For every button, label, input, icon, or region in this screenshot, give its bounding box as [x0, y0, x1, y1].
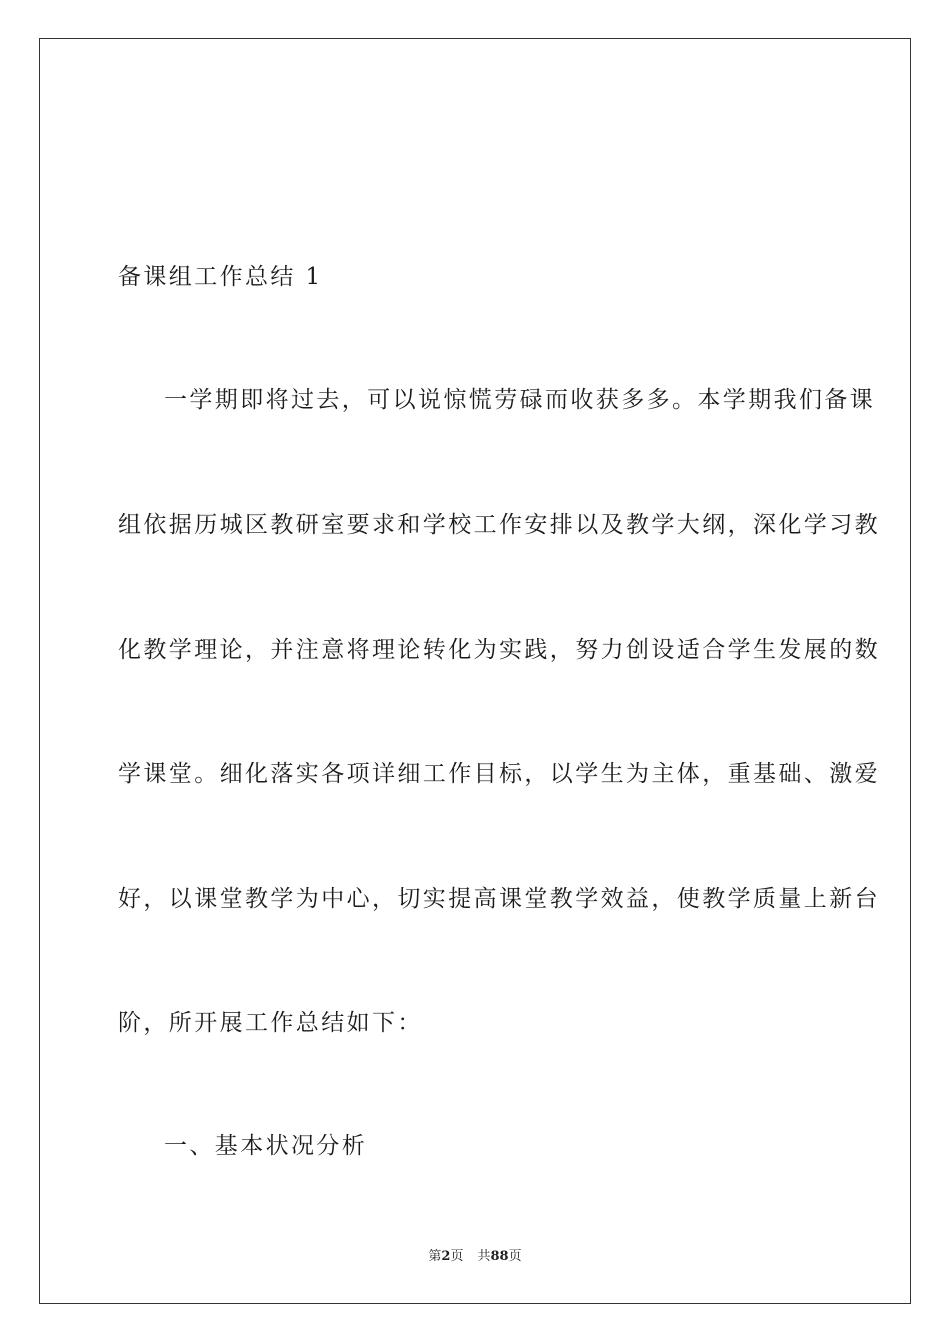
page-footer [0, 1248, 950, 1266]
paragraph-line-1: 一学期即将过去，可以说惊慌劳碌而收获多多。本学期我们备课 [164, 387, 876, 413]
document-title: 备课组工作总结 1 [118, 264, 323, 290]
paragraph-line-2: 组依据历城区教研室要求和学校工作安排以及教学大纲，深化学习教 [118, 512, 880, 538]
footer-total-suffix: 页 [508, 1249, 522, 1264]
paragraph-line-6: 阶，所开展工作总结如下： [118, 1010, 423, 1036]
footer-page-prefix: 第 [428, 1249, 442, 1264]
footer-page-suffix: 页 [450, 1249, 464, 1264]
footer-total-prefix: 共 [477, 1249, 491, 1264]
section-heading: 一、基本状况分析 [164, 1133, 368, 1159]
paragraph-line-4: 学课堂。细化落实各项详细工作目标，以学生为主体，重基础、激爱 [118, 761, 880, 787]
paragraph-line-3: 化教学理论，并注意将理论转化为实践，努力创设适合学生发展的数 [118, 637, 880, 663]
page-border [39, 38, 911, 1304]
paragraph-line-5: 好，以课堂教学为中心，切实提高课堂教学效益，使教学质量上新台 [118, 886, 880, 912]
footer-total-pages: 88 [490, 1249, 509, 1264]
footer-page-number: 2 [441, 1249, 451, 1264]
